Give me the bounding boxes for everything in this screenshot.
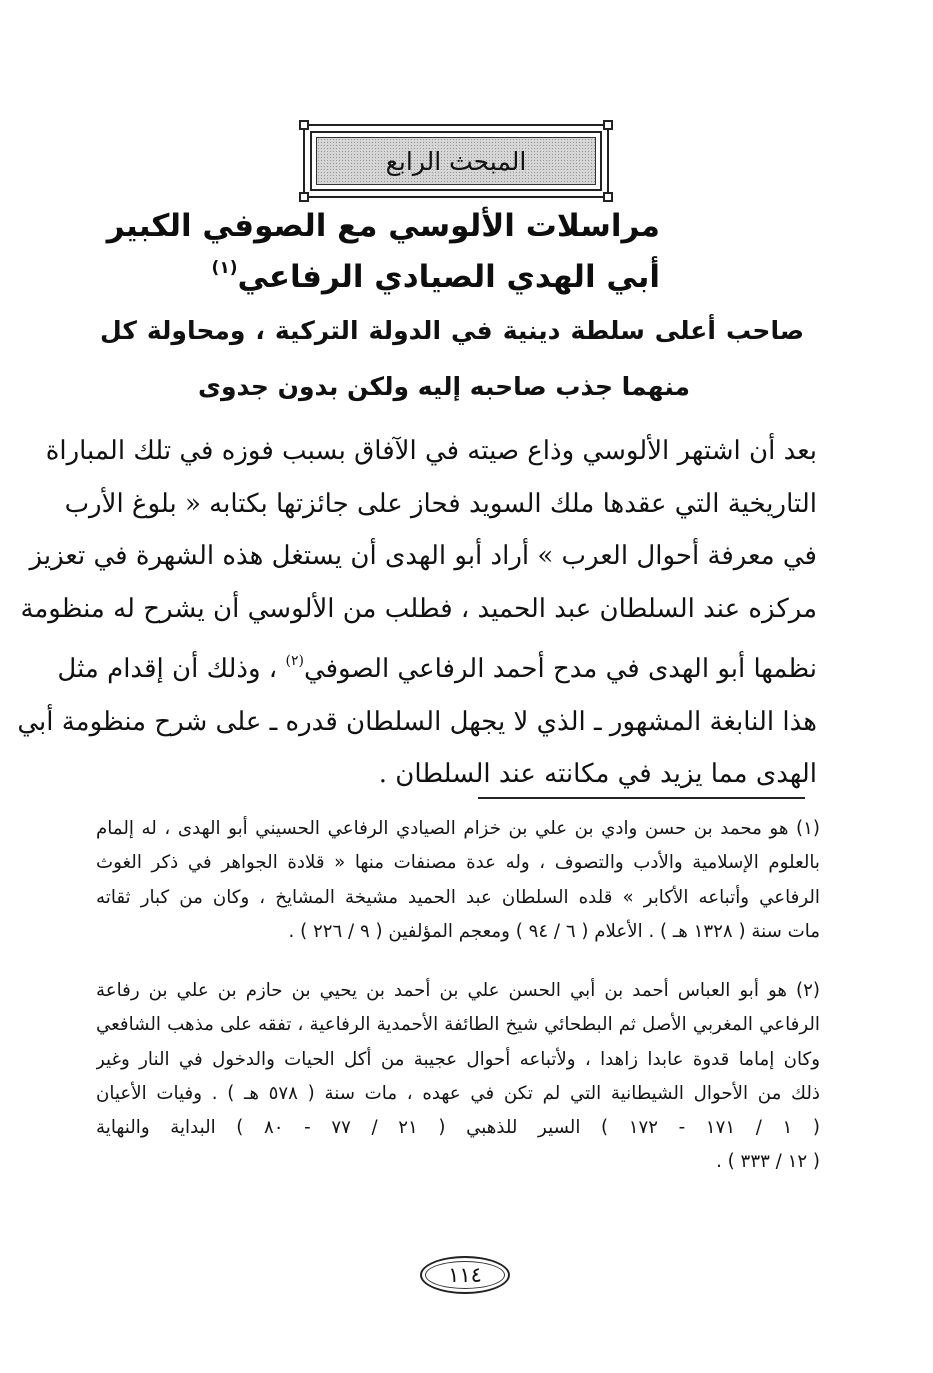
body-line: هذا النابغة المشهور ـ الذي لا يجهل السلطان قدره ـ على شرح منظومة أبي bbox=[17, 706, 817, 737]
section-box-inner-frame bbox=[310, 131, 602, 191]
footnote-2 bbox=[96, 974, 820, 1180]
chapter-title-line-1: مراسلات الألوسي مع الصوفي الكبير bbox=[106, 208, 660, 244]
footnote-line: بالعلوم الإسلامية والأدب والتصوف ، وله عدة مصنفات منها « قلادة الجواهر في ذكر الغوث bbox=[96, 852, 820, 874]
box-corner-ornament bbox=[299, 120, 309, 130]
section-box-shaded-panel bbox=[316, 137, 596, 185]
section-heading-box bbox=[303, 124, 609, 198]
footnote-line: (٢) هو أبو العباس أحمد بن أبي الحسن علي بن أحمد بن يحيي بن حازم بن علي بن رفاعة bbox=[96, 980, 820, 1001]
footnote-line: الرفاعي المغربي الأصل ثم البطحائي شيخ الطائفة الأحمدية الرفاعية ، تفقه على مذهب الشافعي bbox=[96, 1014, 820, 1036]
footnote-line: ( ١ / ١٧١ - ١٧٢ ) السير للذهبي ( ٢١ / ٧٧ - ٨٠ ) البداية والنهاية bbox=[96, 1117, 820, 1139]
footnote-1 bbox=[96, 812, 820, 949]
footnote-line: مات سنة ( ١٣٢٨ هـ ) . الأعلام ( ٦ / ٩٤ ) ومعجم المؤلفين ( ٩ / ٢٢٦ ) . bbox=[288, 920, 820, 942]
box-corner-ornament bbox=[299, 192, 309, 202]
box-corner-ornament bbox=[603, 192, 613, 202]
footnote-ref-2: (٢) bbox=[285, 653, 304, 669]
body-line bbox=[57, 635, 817, 696]
page-number-ornament bbox=[420, 1256, 510, 1294]
body-line: بعد أن اشتهر الألوسي وذاع صيته في الآفاق بسبب فوزه في تلك المباراة bbox=[45, 436, 817, 466]
footnote-ref-1: (١) bbox=[211, 258, 238, 278]
footnote-line: ( ١٢ / ٣٣٣ ) . bbox=[716, 1151, 820, 1173]
body-line: في معرفة أحوال العرب » أراد أبو الهدى أن يستغل هذه الشهرة في تعزيز bbox=[29, 541, 817, 571]
body-line: الهدى مما يزيد في مكانته عند السلطان . bbox=[378, 759, 817, 789]
chapter-title-line-2 bbox=[211, 258, 660, 295]
subtitle-line-1: صاحب أعلى سلطة دينية في الدولة التركية ، ومحاولة كل bbox=[100, 316, 804, 345]
body-line-5-start: نظمها أبو الهدى في مدح أحمد الرفاعي الصوفي bbox=[303, 654, 817, 684]
body-line: التاريخية التي عقدها ملك السويد فحاز على جائزتها بكتابه « بلوغ الأرب bbox=[64, 488, 817, 519]
box-corner-ornament bbox=[603, 120, 613, 130]
body-line: مركزه عند السلطان عبد الحميد ، فطلب من الألوسي أن يشرح له منظومة bbox=[20, 593, 817, 624]
footnote-line: ذلك من الأحوال الشيطانية التي لم تكن في عهده ، مات سنة ( ٥٧٨ هـ ) . وفيات الأعيان bbox=[96, 1082, 820, 1104]
subtitle-line-2: منهما جذب صاحبه إليه ولكن بدون جدوى bbox=[198, 372, 690, 401]
body-line-5-end: ، وذلك أن إقدام مثل bbox=[57, 654, 286, 684]
section-label: المبحث الرابع bbox=[385, 146, 527, 176]
page-number: ١١٤ bbox=[448, 1263, 482, 1287]
footnote-line: الرفاعي وأتباعه الأكابر » قلده السلطان عبد الحميد مشيخة المشايخ ، وكان من كبار ثقاته bbox=[96, 886, 820, 908]
footnote-line: (١) هو محمد بن حسن وادي بن علي بن خزام الصيادي الرفاعي الحسيني أبو الهدى ، له إلمام bbox=[96, 818, 820, 839]
footnote-line: وكان إماما قدوة عابدا زاهدا ، ولأتباعه أحوال عجيبة من أكل الحيات والدخول في النار وغير bbox=[96, 1048, 820, 1070]
footnote-separator bbox=[478, 797, 805, 799]
chapter-title-line-2-text: أبي الهدي الصيادي الرفاعي bbox=[237, 259, 660, 295]
body-paragraph bbox=[17, 425, 817, 801]
